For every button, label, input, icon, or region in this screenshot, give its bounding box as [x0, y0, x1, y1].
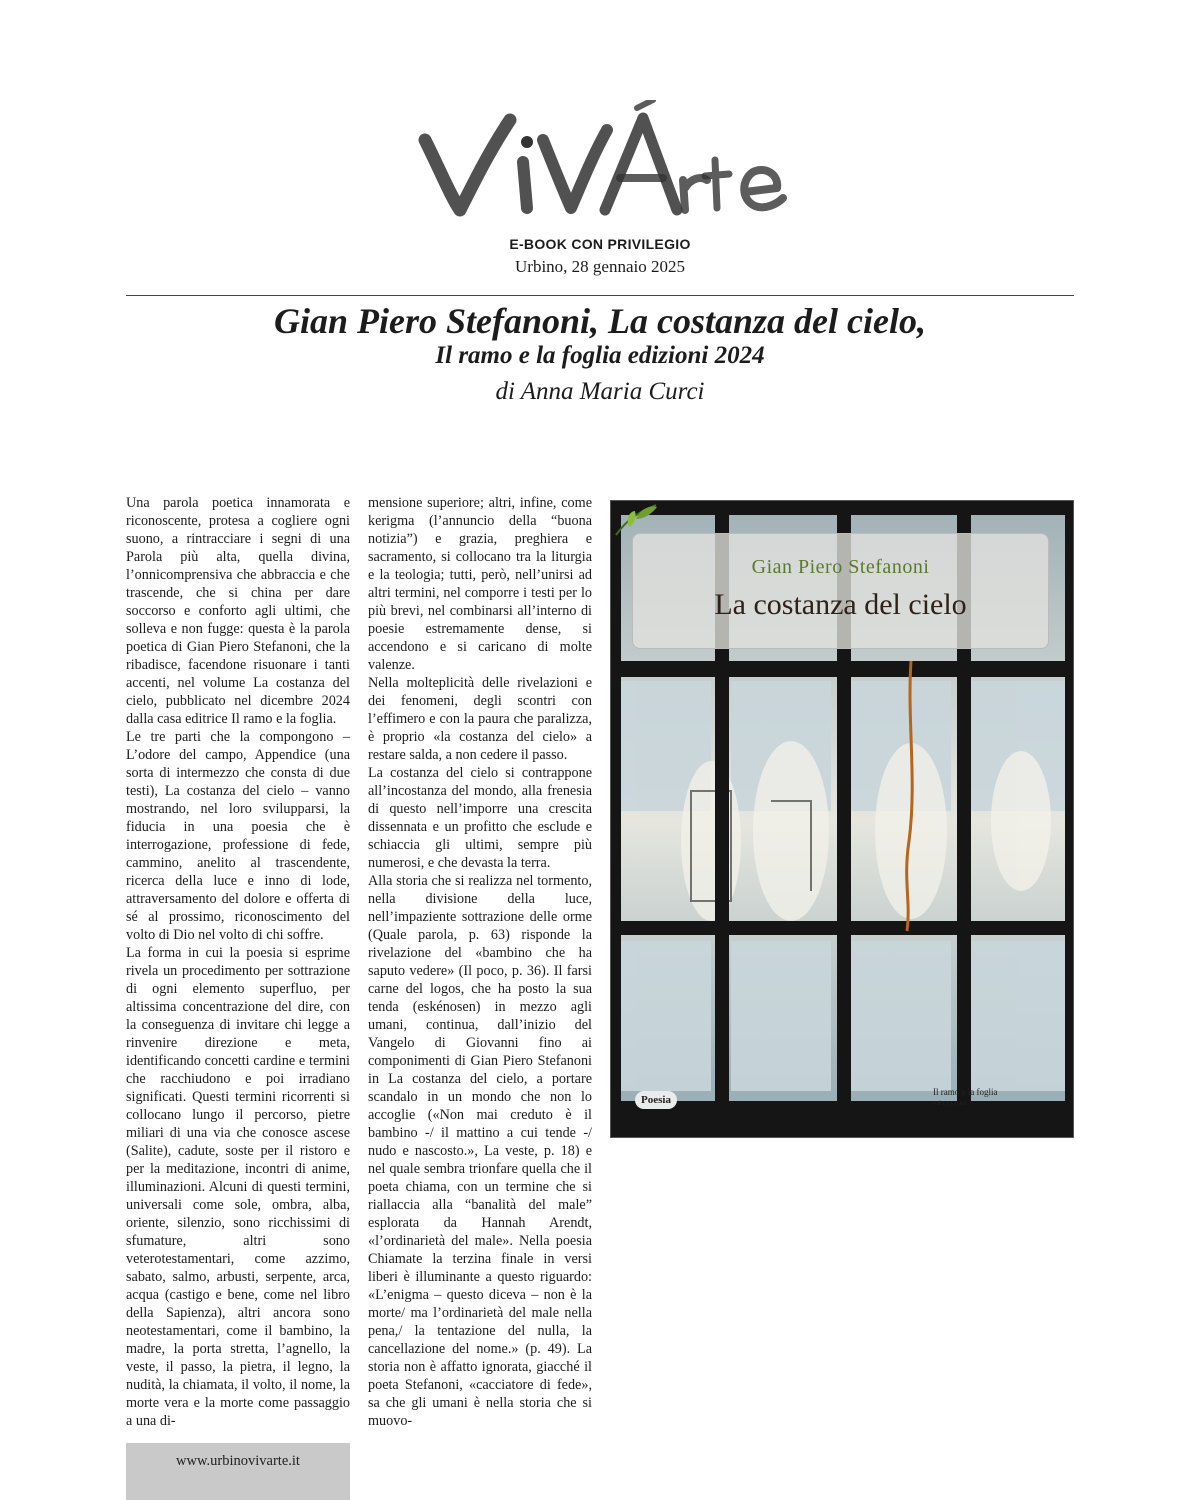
- cover-publisher: [933, 1087, 997, 1107]
- leaf-icon: [611, 501, 661, 537]
- body-column-2: [368, 494, 592, 1430]
- kicker: E-BOOK CON PRIVILEGIO: [509, 236, 691, 252]
- brush-logo-icon: [415, 100, 795, 220]
- cover-author: Gian Piero Stefanoni: [751, 556, 930, 578]
- footer-bar: [126, 1443, 350, 1500]
- header-divider: [126, 295, 1074, 296]
- paragraph: Nella molteplicità delle rivelazioni e dei fenomeni, degli scontri con l’effimero e con la paura che paralizza, è proprio «la costanza del cielo» a restare salda, a non cedere il passo.: [368, 675, 592, 763]
- paragraph: mensione superiore; altri, infine, come kerigma (l’annuncio della “buona notizia”) e grazia, preghiera e sacramento, si collocano tra la liturgia e la teologia; tutti, però, nell’unirsi ad altri termini, nel comporre i testi per lo più brevi, nel combinarsi all’interno di poesie estremamente dense, si accendono e si caricano di molte valenze.: [368, 495, 592, 673]
- cover-publisher-name: Il ramo e la foglia: [933, 1087, 998, 1097]
- body-column-1: [126, 494, 350, 1430]
- paragraph: Le tre parti che la compongono – L’odore del campo, Appendice (una sorta di intermezzo che consta di due testi), La costanza del cielo – vanno mostrando, nel loro svilupparsi, la fiducia in una poesia che è interrogazione, professione di fede, cammino, anelito al trascendente, ricerca della luce e inno di lode, attraversamento del dolore e offerta di sé al prossimo, riconoscimento del volto di Dio nel volto di chi soffre.: [126, 729, 350, 943]
- paragraph: Alla storia che si realizza nel tormento, nella divisione della luce, nell’impaziente sottrazione delle orme (Quale parola, p. 63) risponde la rivelazione del «bambino che ha saputo vedere» (Il poco, p. 36). Il farsi carne del logos, che ha posto la sua tenda (eskénosen) in mezzo agli umani, continua, dall’inizio del Vangelo di Giovanni fino ai componimenti di Gian Piero Stefanoni in La costanza del cielo, a portare scandalo in un mondo che non lo accoglie («Non mai creduto è il bambino -/ il mattino a cui tende -/ nudo e nascosto.», La veste, p. 18) e nel quale sembra trionfare quella che il poeta chiama, con un termine che si riallaccia alla “banalità del male” esplorata da Hannah Arendt, «l’ordinarietà del male». Nella poesia Chiamate la terzina finale in versi liberi è illuminante a questo riguardo: «L’enigma – questo diceva – non è la morte/ ma l’ordinarietà del male nella pena,/ la tentazione del nulla, la cancellazione del nome.» (p. 49). La storia non è affatto ignorata, giacché il poeta Stefanoni, «cacciatore di fede», sa che gli umani è nella storia che si muovo-: [368, 873, 592, 1429]
- article-title: Gian Piero Stefanoni, La costanza del cielo,: [274, 301, 926, 341]
- cover-title: La costanza del cielo: [714, 588, 967, 621]
- paragraph: La forma in cui la poesia si esprime rivela un procedimento per sottrazione di ogni elemento superfluo, per altissima concentrazione del dire, con la conseguenza di invitare chi legge a rinvenire direzione e meta, identificando concetti cardine e termini che racchiudono e poi irradiano significati. Questi termini ricorrenti si collocano lungo il percorso, pietre miliari di una via che conosce ascese (Salite), cadute, soste per il ristoro e per la meditazione, incontri di anime, illuminazioni. Alcuni di questi termini, universali come sole, ombra, alba, oriente, silenzio, sono ricchissimi di sfumature, altri sono veterotestamentari, come azzimo, sabato, salmo, arbusti, serpente, arca, acqua (castigo e bene, come nel libro della Sapienza), altri ancora sono neotestamentari, come il bambino, la madre, la porta stretta, l’agnello, la veste, il passo, la pietra, il legno, la nudità, la chiamata, il volto, il nome, la morte vera e la morte come passaggio a una di-: [126, 945, 350, 1429]
- article-byline: di Anna Maria Curci: [495, 378, 705, 405]
- paragraph: La costanza del cielo si contrappone all’incostanza del mondo, alla frenesia di questo nell’imporre una crescita dissennata e un profitto che esclude e schiaccia gli ultimi, sempre più numerosi, e che devasta la terra.: [368, 765, 592, 871]
- paragraph: Una parola poetica innamorata e riconoscente, protesa a cogliere ogni suono, a rintracciare i segni di una Parola più alta, quella divina, l’onnicomprensiva che abbraccia e che trascende, che si china per dare soccorso e conforto agli ultimi, che solleva e non fugge: questa è la parola poetica di Gian Piero Stefanoni, che la ribadisce, facendone risuonare i tanti accenti, nel volume La costanza del cielo, pubblicato nel dicembre 2024 dalla casa editrice Il ramo e la foglia.: [126, 495, 350, 727]
- dateline: Urbino, 28 gennaio 2025: [515, 257, 685, 276]
- cover-series-badge: Poesia: [635, 1091, 677, 1109]
- article-subtitle: Il ramo e la foglia edizioni 2024: [435, 342, 765, 369]
- vivarte-logo: [415, 100, 795, 220]
- cover-publisher-sub: edizioni: [933, 1101, 969, 1107]
- book-cover-image: [610, 500, 1074, 1138]
- cover-title-band: [632, 533, 1049, 649]
- footer-website-link[interactable]: www.urbinovivarte.it: [176, 1453, 300, 1469]
